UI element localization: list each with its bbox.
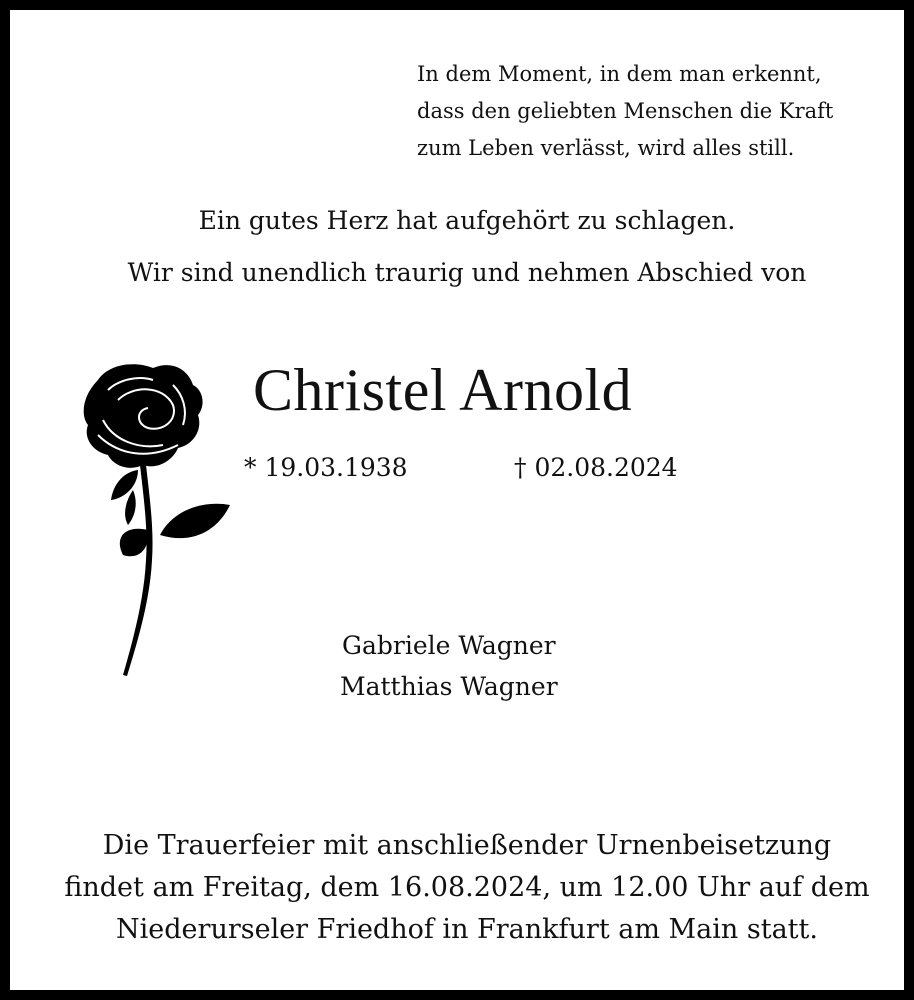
service-line: findet am Freitag, dem 16.08.2024, um 12.00 Uhr auf dem	[64, 872, 870, 903]
death-date: † 02.08.2024	[514, 453, 678, 482]
intro-line-2: Wir sind unendlich traurig und nehmen Abschied von	[127, 258, 807, 287]
birth-date: * 19.03.1938	[244, 453, 408, 482]
deceased-name: Christel Arnold	[253, 357, 633, 423]
service-info	[10, 825, 914, 951]
intro-line-1: Ein gutes Herz hat aufgehört zu schlagen.	[198, 206, 736, 235]
mourner-name: Gabriele Wagner	[342, 631, 556, 660]
mourners	[340, 625, 558, 707]
quote	[417, 56, 833, 167]
quote-line: zum Leben verlässt, wird alles still.	[417, 136, 795, 160]
mourner-name: Matthias Wagner	[340, 672, 558, 701]
quote-line: dass den geliebten Menschen die Kraft	[417, 99, 834, 123]
service-line: Die Trauerfeier mit anschließender Urnenbeisetzung	[102, 830, 832, 861]
rose-icon	[78, 360, 238, 680]
service-line: Niederurseler Friedhof in Frankfurt am Main statt.	[116, 914, 818, 945]
quote-line: In dem Moment, in dem man erkennt,	[417, 62, 822, 86]
